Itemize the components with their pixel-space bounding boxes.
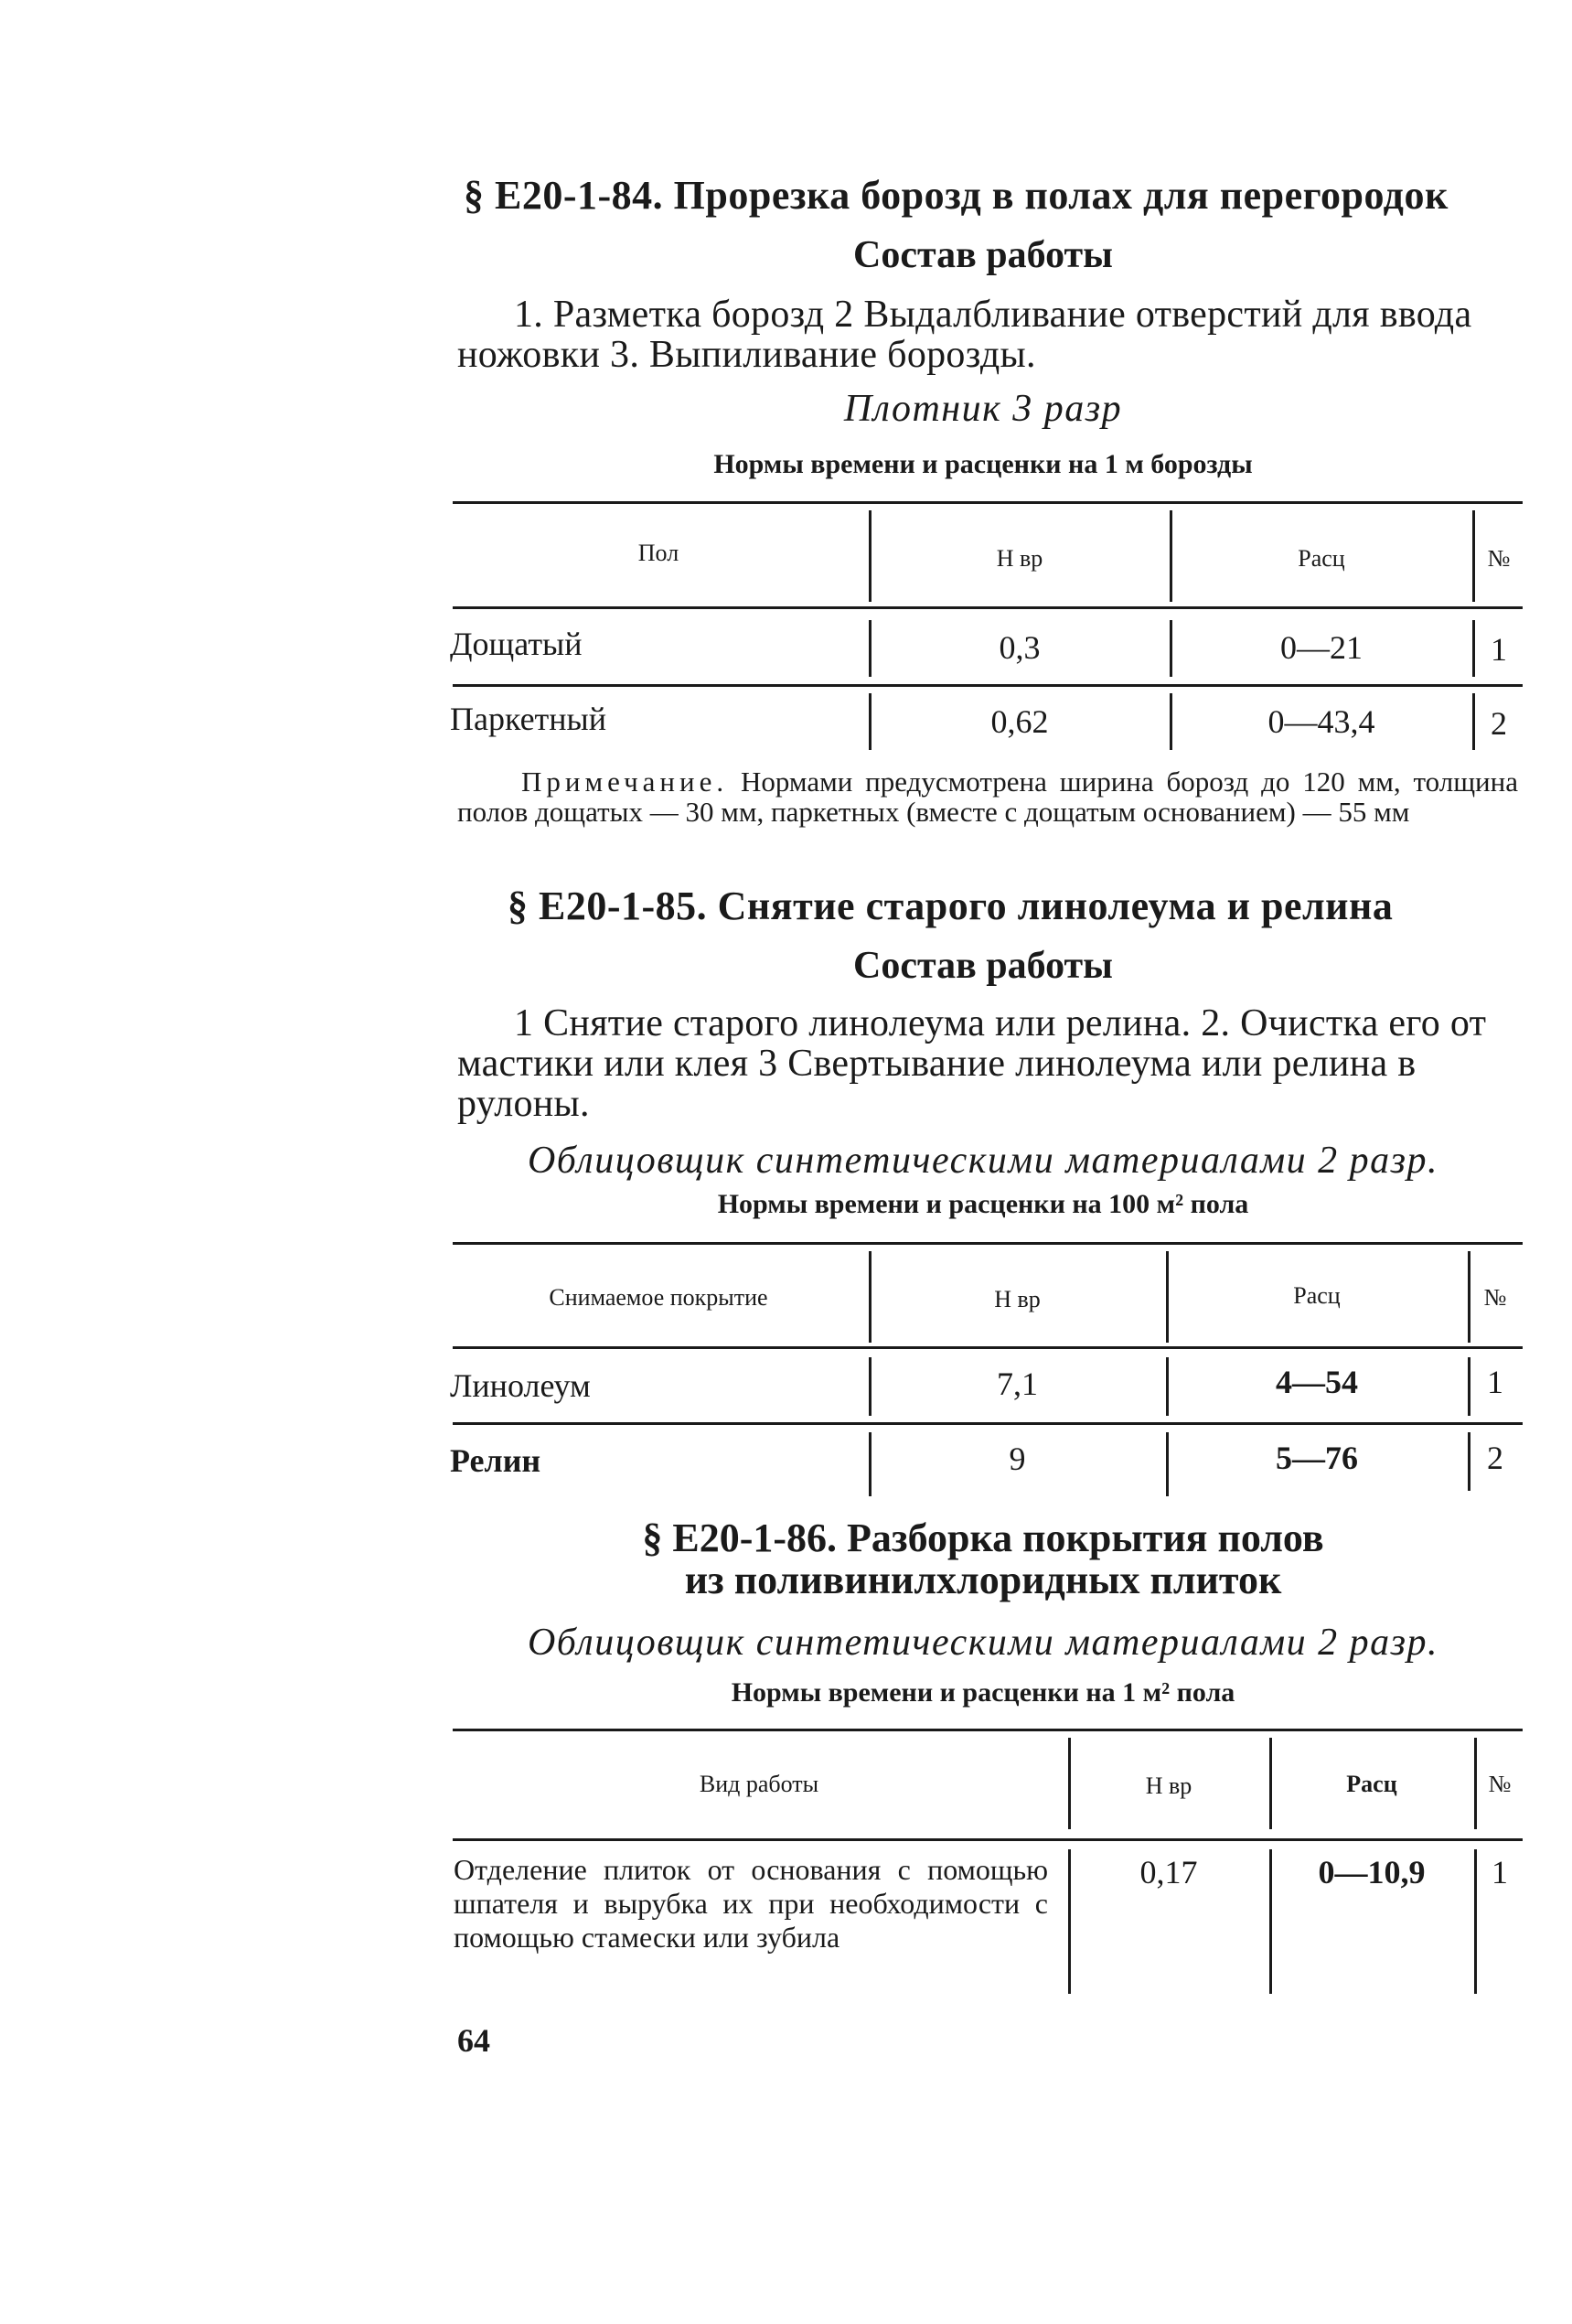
section-84-worker: Плотник 3 разр [843,388,1123,430]
section-84-title: § Е20-1-84. Прорезка борозд в полах для перегородок [464,173,1449,218]
header-bottom-rule [453,606,1523,609]
section-85-composition-text: 1 Снятие старого линолеума или релина. 2. Очистка его от мастики или клея 3 Свертывание линолеума или релина в рулоны. [457,1002,1487,1125]
table-cell: 0,62 [990,703,1049,740]
section-85-worker: Облицовщик синтетическими материалами 2 разр. [527,1140,1439,1182]
column-header: Н вр [1145,1772,1192,1799]
section-86-table-caption: Нормы времени и расценки на 1 м² пола [731,1677,1235,1708]
table-cell: 4—54 [1276,1364,1358,1400]
table-cell: Релин [450,1442,541,1479]
header-bottom-rule [453,1838,1523,1841]
column-divider [1472,510,1475,602]
note-label: Примечание. [521,766,729,798]
table-top-rule [453,1729,1523,1731]
column-divider [1468,1251,1470,1343]
column-header: № [1483,1284,1507,1311]
column-divider [1170,510,1172,602]
column-header: Вид работы [699,1771,819,1797]
section-86-title-line1: § Е20-1-86. Разборка покрытия полов [642,1515,1324,1560]
row-rule [453,1422,1523,1425]
column-divider [869,510,872,602]
column-divider [1068,1738,1071,1829]
column-divider [1269,1849,1272,1994]
column-divider [1472,693,1475,750]
table-cell: 0,3 [999,629,1041,666]
section-84-composition-text: 1. Разметка борозд 2 Выдалбливание отверстий для ввода ножовки 3. Выпиливание борозды. [457,294,1472,376]
section-86-worker: Облицовщик синтетическими материалами 2 разр. [527,1622,1439,1664]
table-cell: 2 [1491,705,1507,742]
column-divider [869,1432,872,1496]
table-cell: Дощатый [450,626,583,662]
column-divider [1170,693,1172,750]
column-header: Н вр [994,1286,1041,1312]
column-divider [1166,1251,1169,1343]
row-rule [453,684,1523,687]
column-header: № [1488,1771,1512,1797]
column-divider [1068,1849,1071,1994]
column-divider [869,620,872,677]
table-cell: 1 [1491,631,1507,668]
column-divider [1472,620,1475,677]
table-cell: 7,1 [997,1365,1038,1402]
section-85-composition-heading: Состав работы [853,945,1113,987]
column-header: № [1487,545,1511,572]
column-divider [1474,1849,1477,1994]
table-cell: 5—76 [1276,1440,1358,1476]
section-85-table-caption: Нормы времени и расценки на 100 м² пола [717,1189,1249,1219]
table-cell: 0—10,9 [1318,1854,1426,1890]
table-cell: Отделение плиток от основания с помощью шпателя и вырубка их при необходимости с помощью стамески или зубила [454,1853,1048,1954]
column-divider [1170,620,1172,677]
table-cell: 1 [1487,1364,1503,1400]
table-top-rule [453,501,1523,504]
section-84-composition-heading: Состав работы [853,234,1113,276]
column-divider [869,1251,872,1343]
column-divider [869,1357,872,1416]
column-header: Расц [1346,1771,1397,1797]
column-header: Расц [1293,1282,1341,1309]
column-divider [1166,1432,1169,1496]
note-text: Нормами предусмотрена ширина борозд до 120 мм, толщина полов дощатых — 30 мм, паркетных (вместе с дощатым основанием) — 55 мм [457,766,1518,828]
column-divider [1468,1432,1470,1491]
table-cell: 0—43,4 [1267,703,1375,740]
column-divider [1468,1357,1470,1416]
column-divider [1474,1738,1477,1829]
column-divider [1269,1738,1272,1829]
section-84-note [457,766,1518,827]
column-header: Н вр [996,545,1043,572]
column-divider [869,693,872,750]
table-top-rule [453,1242,1523,1245]
section-85-title: § Е20-1-85. Снятие старого линолеума и релина [508,884,1394,928]
table-cell: 0,17 [1139,1854,1198,1890]
table-cell: 0—21 [1280,629,1363,666]
section-86-title-line2: из поливинилхлоридных плиток [684,1558,1282,1602]
table-cell: 2 [1487,1440,1503,1476]
table-cell: Линолеум [450,1367,591,1404]
column-divider [1166,1357,1169,1416]
table-cell: 1 [1492,1854,1508,1890]
table-cell: 9 [1009,1440,1026,1477]
header-bottom-rule [453,1346,1523,1349]
table-cell: Паркетный [450,701,606,737]
page-number: 64 [457,2022,490,2059]
section-84-table-caption: Нормы времени и расценки на 1 м борозды [713,449,1253,479]
column-header: Снимаемое покрытие [549,1284,768,1311]
column-header: Пол [637,540,679,566]
column-header: Расц [1298,545,1345,572]
